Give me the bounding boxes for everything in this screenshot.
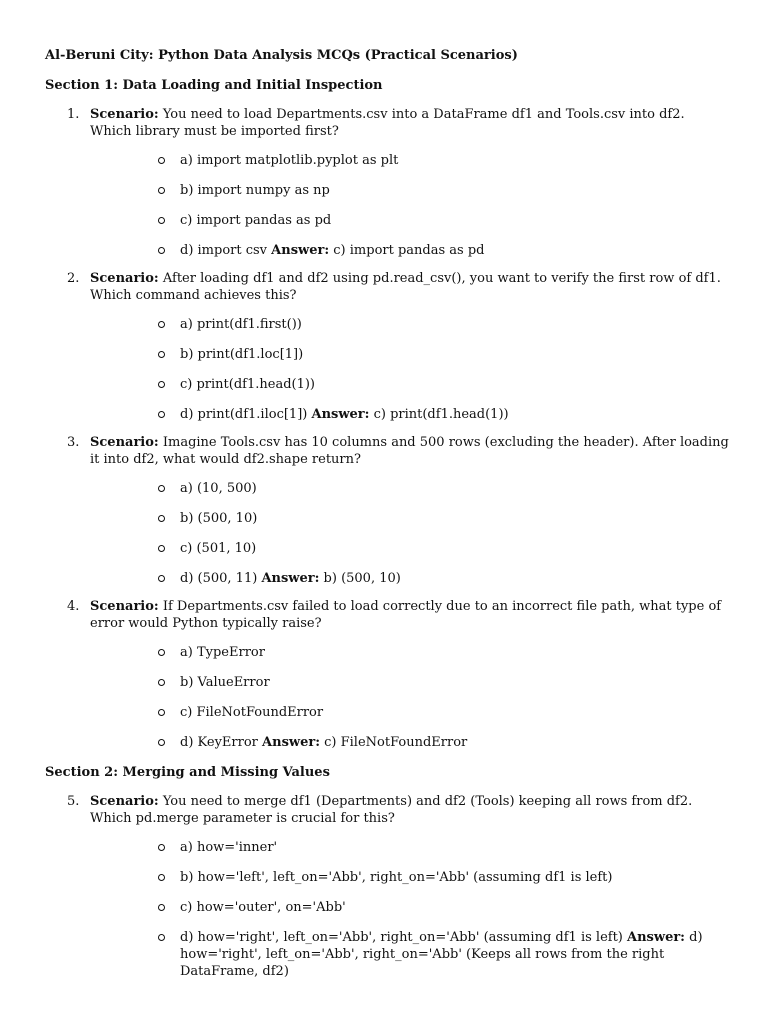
option: a) how='inner' (90, 839, 730, 856)
option: a) print(df1.first()) (90, 316, 730, 333)
bullet-icon (158, 411, 165, 418)
bullet-icon (158, 709, 165, 716)
bullet-icon (158, 679, 165, 686)
answer-label: Answer: (311, 407, 370, 422)
question-text: If Departments.csv failed to load correctly due to an incorrect file path, what type of error would Python typically raise? (90, 599, 722, 631)
bullet-icon (158, 485, 165, 492)
document-page (45, 46, 730, 980)
option: b) ValueError (90, 674, 730, 691)
document-title: Al-Beruni City: Python Data Analysis MCQs (Practical Scenarios) (45, 48, 518, 63)
options-list (90, 644, 730, 751)
option: c) (501, 10) (90, 540, 730, 557)
bullet-icon (158, 321, 165, 328)
bullet-icon (158, 157, 165, 164)
question-number: 4. (67, 599, 80, 614)
question-text: You need to merge df1 (Departments) and df2 (Tools) keeping all rows from df2. Which pd.merge parameter is crucial for this? (90, 794, 693, 826)
option: a) TypeError (90, 644, 730, 661)
section-2-title: Section 2: Merging and Missing Values (45, 765, 330, 780)
question-1 (45, 106, 730, 259)
question-number: 1. (67, 107, 80, 122)
bullet-icon (158, 545, 165, 552)
bullet-icon (158, 649, 165, 656)
answer-label: Answer: (271, 243, 330, 258)
question-number: 2. (67, 271, 80, 286)
scenario-label: Scenario: (90, 599, 159, 614)
option: d) (500, 11) Answer: b) (500, 10) (90, 570, 730, 587)
answer-label: Answer: (627, 930, 685, 945)
question-3 (45, 434, 730, 587)
bullet-icon (158, 247, 165, 254)
bullet-icon (158, 351, 165, 358)
options-list (90, 480, 730, 587)
answer-label: Answer: (261, 571, 320, 586)
answer-text: d) how='right', left_on='Abb', right_on='Abb' (Keeps all rows from the right DataFrame, df2) (180, 930, 703, 979)
question-text: Imagine Tools.csv has 10 columns and 500 rows (excluding the header). After loading it into df2, what would df2.shape return? (90, 435, 729, 467)
options-list (90, 839, 730, 980)
bullet-icon (158, 739, 165, 746)
answer-text: c) FileNotFoundError (320, 735, 468, 750)
bullet-icon (158, 874, 165, 881)
option: b) print(df1.loc[1]) (90, 346, 730, 363)
option: b) how='left', left_on='Abb', right_on='Abb' (assuming df1 is left) (90, 869, 730, 886)
question-4 (45, 598, 730, 751)
bullet-icon (158, 934, 165, 941)
section-1-title: Section 1: Data Loading and Initial Inspection (45, 78, 383, 93)
bullet-icon (158, 844, 165, 851)
bullet-icon (158, 904, 165, 911)
option: c) how='outer', on='Abb' (90, 899, 730, 916)
scenario-label: Scenario: (90, 794, 159, 809)
option: d) KeyError Answer: c) FileNotFoundError (90, 734, 730, 751)
bullet-icon (158, 575, 165, 582)
bullet-icon (158, 515, 165, 522)
option: a) import matplotlib.pyplot as plt (90, 152, 730, 169)
question-2 (45, 270, 730, 423)
answer-text: c) print(df1.head(1)) (369, 407, 509, 422)
answer-text: b) (500, 10) (319, 571, 401, 586)
question-5 (45, 793, 730, 980)
scenario-label: Scenario: (90, 107, 159, 122)
answer-label: Answer: (262, 735, 320, 750)
answer-text: c) import pandas as pd (329, 243, 485, 258)
bullet-icon (158, 217, 165, 224)
scenario-label: Scenario: (90, 435, 159, 450)
bullet-icon (158, 381, 165, 388)
options-list (90, 152, 730, 259)
option: a) (10, 500) (90, 480, 730, 497)
question-text: You need to load Departments.csv into a DataFrame df1 and Tools.csv into df2. Which library must be imported first? (90, 107, 685, 139)
scenario-label: Scenario: (90, 271, 159, 286)
options-list (90, 316, 730, 423)
option: c) import pandas as pd (90, 212, 730, 229)
question-number: 5. (67, 794, 80, 809)
option: b) import numpy as np (90, 182, 730, 199)
question-number: 3. (67, 435, 80, 450)
option: d) import csv Answer: c) import pandas as pd (90, 242, 730, 259)
option: d) print(df1.iloc[1]) Answer: c) print(df1.head(1)) (90, 406, 730, 423)
option: b) (500, 10) (90, 510, 730, 527)
option: c) print(df1.head(1)) (90, 376, 730, 393)
option: d) how='right', left_on='Abb', right_on='Abb' (assuming df1 is left) Answer: d) how='right', left_on='Abb', right_on='Abb' (Keeps all rows from the right DataFrame, df2) (90, 929, 730, 980)
question-text: After loading df1 and df2 using pd.read_csv(), you want to verify the first row of df1. Which command achieves this? (90, 271, 721, 303)
bullet-icon (158, 187, 165, 194)
option: c) FileNotFoundError (90, 704, 730, 721)
